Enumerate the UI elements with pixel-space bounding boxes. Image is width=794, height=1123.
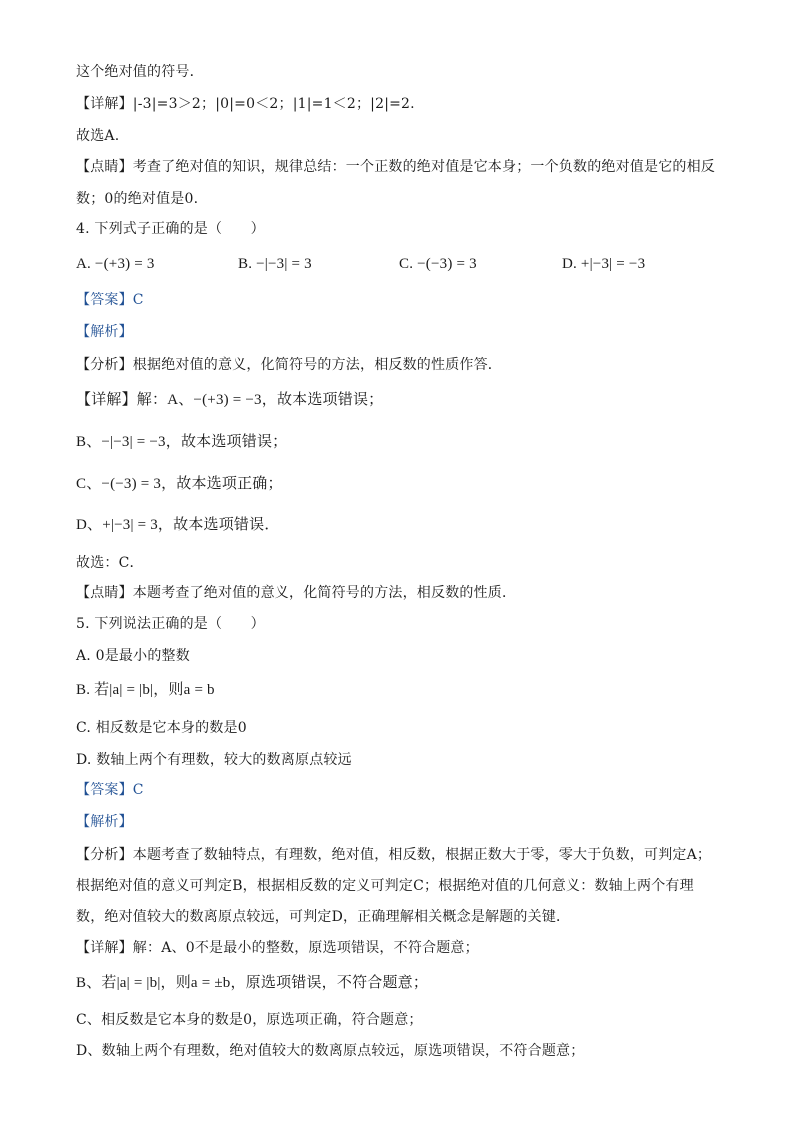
analysis-line: 【分析】根据绝对值的意义，化简符号的方法，相反数的性质作答． (76, 357, 502, 373)
analysis-line: 根据绝对值的意义可判定B，根据相反数的定义可判定C；根据绝对值的几何意义：数轴上两个有理 (76, 878, 694, 894)
analysis-label: 【解析】 (76, 324, 133, 340)
detail-line: D、数轴上两个有理数，绝对值较大的数离原点较远，原选项错误，不符合题意； (76, 1043, 585, 1059)
choice-line: 故选A. (76, 128, 120, 144)
detail-line: 【详解】解：A、−(+3) = −3，故本选项错误； (76, 392, 384, 408)
option-d: D. +|−3| = −3 (562, 256, 646, 272)
detail-line: C、相反数是它本身的数是0，原选项正确，符合题意； (76, 1012, 423, 1028)
detail-line: 【详解】解：A、0不是最小的整数，原选项错误，不符合题意； (76, 940, 479, 956)
comment-line: 【点睛】考查了绝对值的知识，规律总结：一个正数的绝对值是它本身；一个负数的绝对值是它的相反 (76, 159, 715, 175)
analysis-line: 数，绝对值较大的数离原点较远，可判定D，正确理解相关概念是解题的关键． (76, 909, 571, 925)
question-4-options (76, 254, 716, 276)
comment-line: 【点睛】本题考查了绝对值的意义，化简符号的方法，相反数的性质． (76, 585, 517, 601)
choice-line: 故选：C． (76, 555, 144, 571)
option-b: B. 若|a| = |b|，则a = b (76, 682, 215, 698)
answer-label: 【答案】C (76, 782, 144, 798)
detail-line: C、−(−3) = 3，故本选项正确； (76, 476, 283, 492)
detail-line: D、+|−3| = 3，故本选项错误． (76, 517, 280, 533)
detail-line: B、−|−3| = −3，故本选项错误； (76, 434, 288, 450)
option-b: B. −|−3| = 3 (238, 256, 312, 272)
text-line: 数；0的绝对值是0. (76, 191, 199, 207)
text-line: 这个绝对值的符号． (76, 64, 204, 80)
option-a: A. −(+3) = 3 (76, 256, 155, 272)
detail-line: 【详解】|-3|=3＞2；|0|=0＜2；|1|=1＜2；|2|=2. (76, 96, 415, 112)
option-d: D. 数轴上两个有理数，较大的数离原点较远 (76, 752, 352, 768)
question-4-title: 4. 下列式子正确的是（ ） (76, 221, 265, 237)
analysis-label: 【解析】 (76, 814, 133, 830)
answer-label: 【答案】C (76, 292, 144, 308)
option-a: A. 0是最小的整数 (76, 648, 190, 664)
analysis-line: 【分析】本题考查了数轴特点，有理数，绝对值，相反数，根据正数大于零，零大于负数，可判定A； (76, 847, 712, 863)
question-5-title: 5. 下列说法正确的是（ ） (76, 616, 265, 632)
option-c: C. −(−3) = 3 (399, 256, 477, 272)
detail-line: B、若|a| = |b|，则a = ±b，原选项错误，不符合题意； (76, 975, 429, 991)
option-c: C. 相反数是它本身的数是0 (76, 720, 247, 736)
